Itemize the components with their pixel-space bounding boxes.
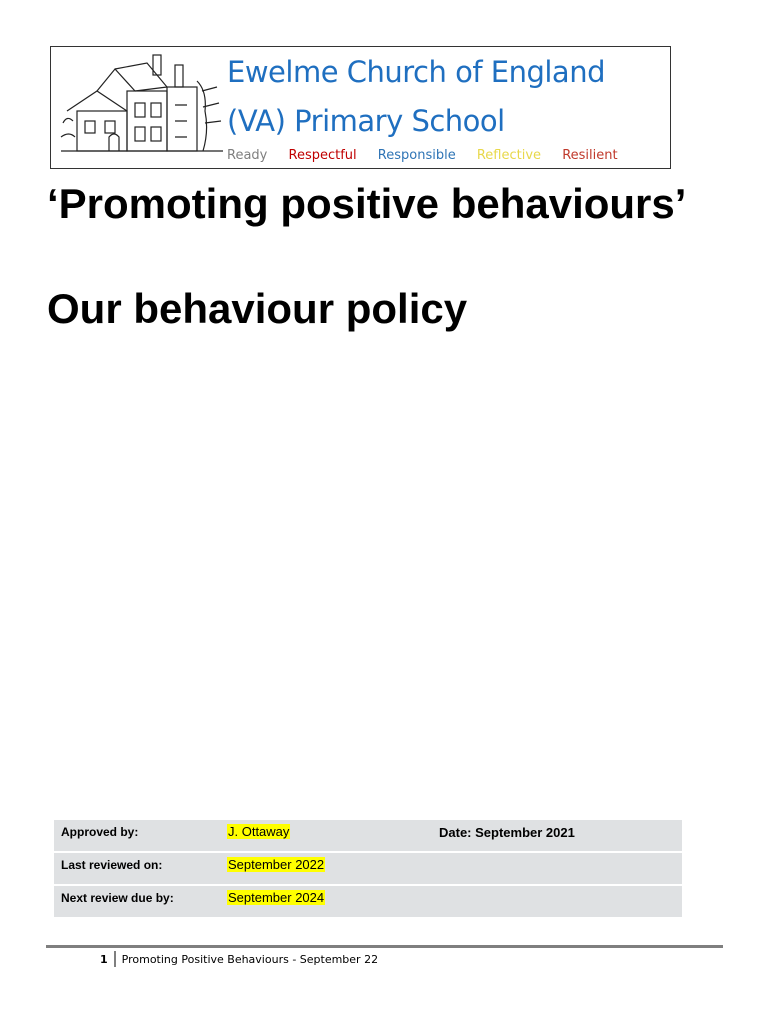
page-number: 1 xyxy=(100,952,108,966)
value-respectful: Respectful xyxy=(288,148,357,163)
document-title: ‘Promoting positive behaviours’ xyxy=(47,180,687,227)
footer-separator xyxy=(114,951,116,967)
footer-divider xyxy=(46,945,723,948)
school-name-line-1: Ewelme Church of England xyxy=(227,55,605,89)
school-name-line-2: (VA) Primary School xyxy=(227,104,505,138)
footer-text: Promoting Positive Behaviours - September 22 xyxy=(121,952,379,966)
school-values xyxy=(227,148,635,163)
school-header xyxy=(50,46,671,169)
next-review-label: Next review due by: xyxy=(61,891,174,905)
value-reflective: Reflective xyxy=(476,148,542,163)
approval-date: Date: September 2021 xyxy=(439,825,575,840)
next-review-value: September 2024 xyxy=(228,890,325,905)
value-resilient: Resilient xyxy=(562,148,618,163)
approval-row xyxy=(54,820,682,851)
approval-row xyxy=(54,853,682,884)
approved-by-value: J. Ottaway xyxy=(228,824,290,839)
approved-by-label: Approved by: xyxy=(61,825,139,839)
page-footer xyxy=(100,951,378,967)
last-reviewed-value: September 2022 xyxy=(228,857,325,872)
document-subtitle: Our behaviour policy xyxy=(47,285,468,332)
last-reviewed-label: Last reviewed on: xyxy=(61,858,163,872)
value-responsible: Responsible xyxy=(377,148,456,163)
school-building-logo xyxy=(57,51,227,165)
value-ready: Ready xyxy=(227,148,268,163)
approval-row xyxy=(54,886,682,917)
approval-table xyxy=(54,820,682,919)
